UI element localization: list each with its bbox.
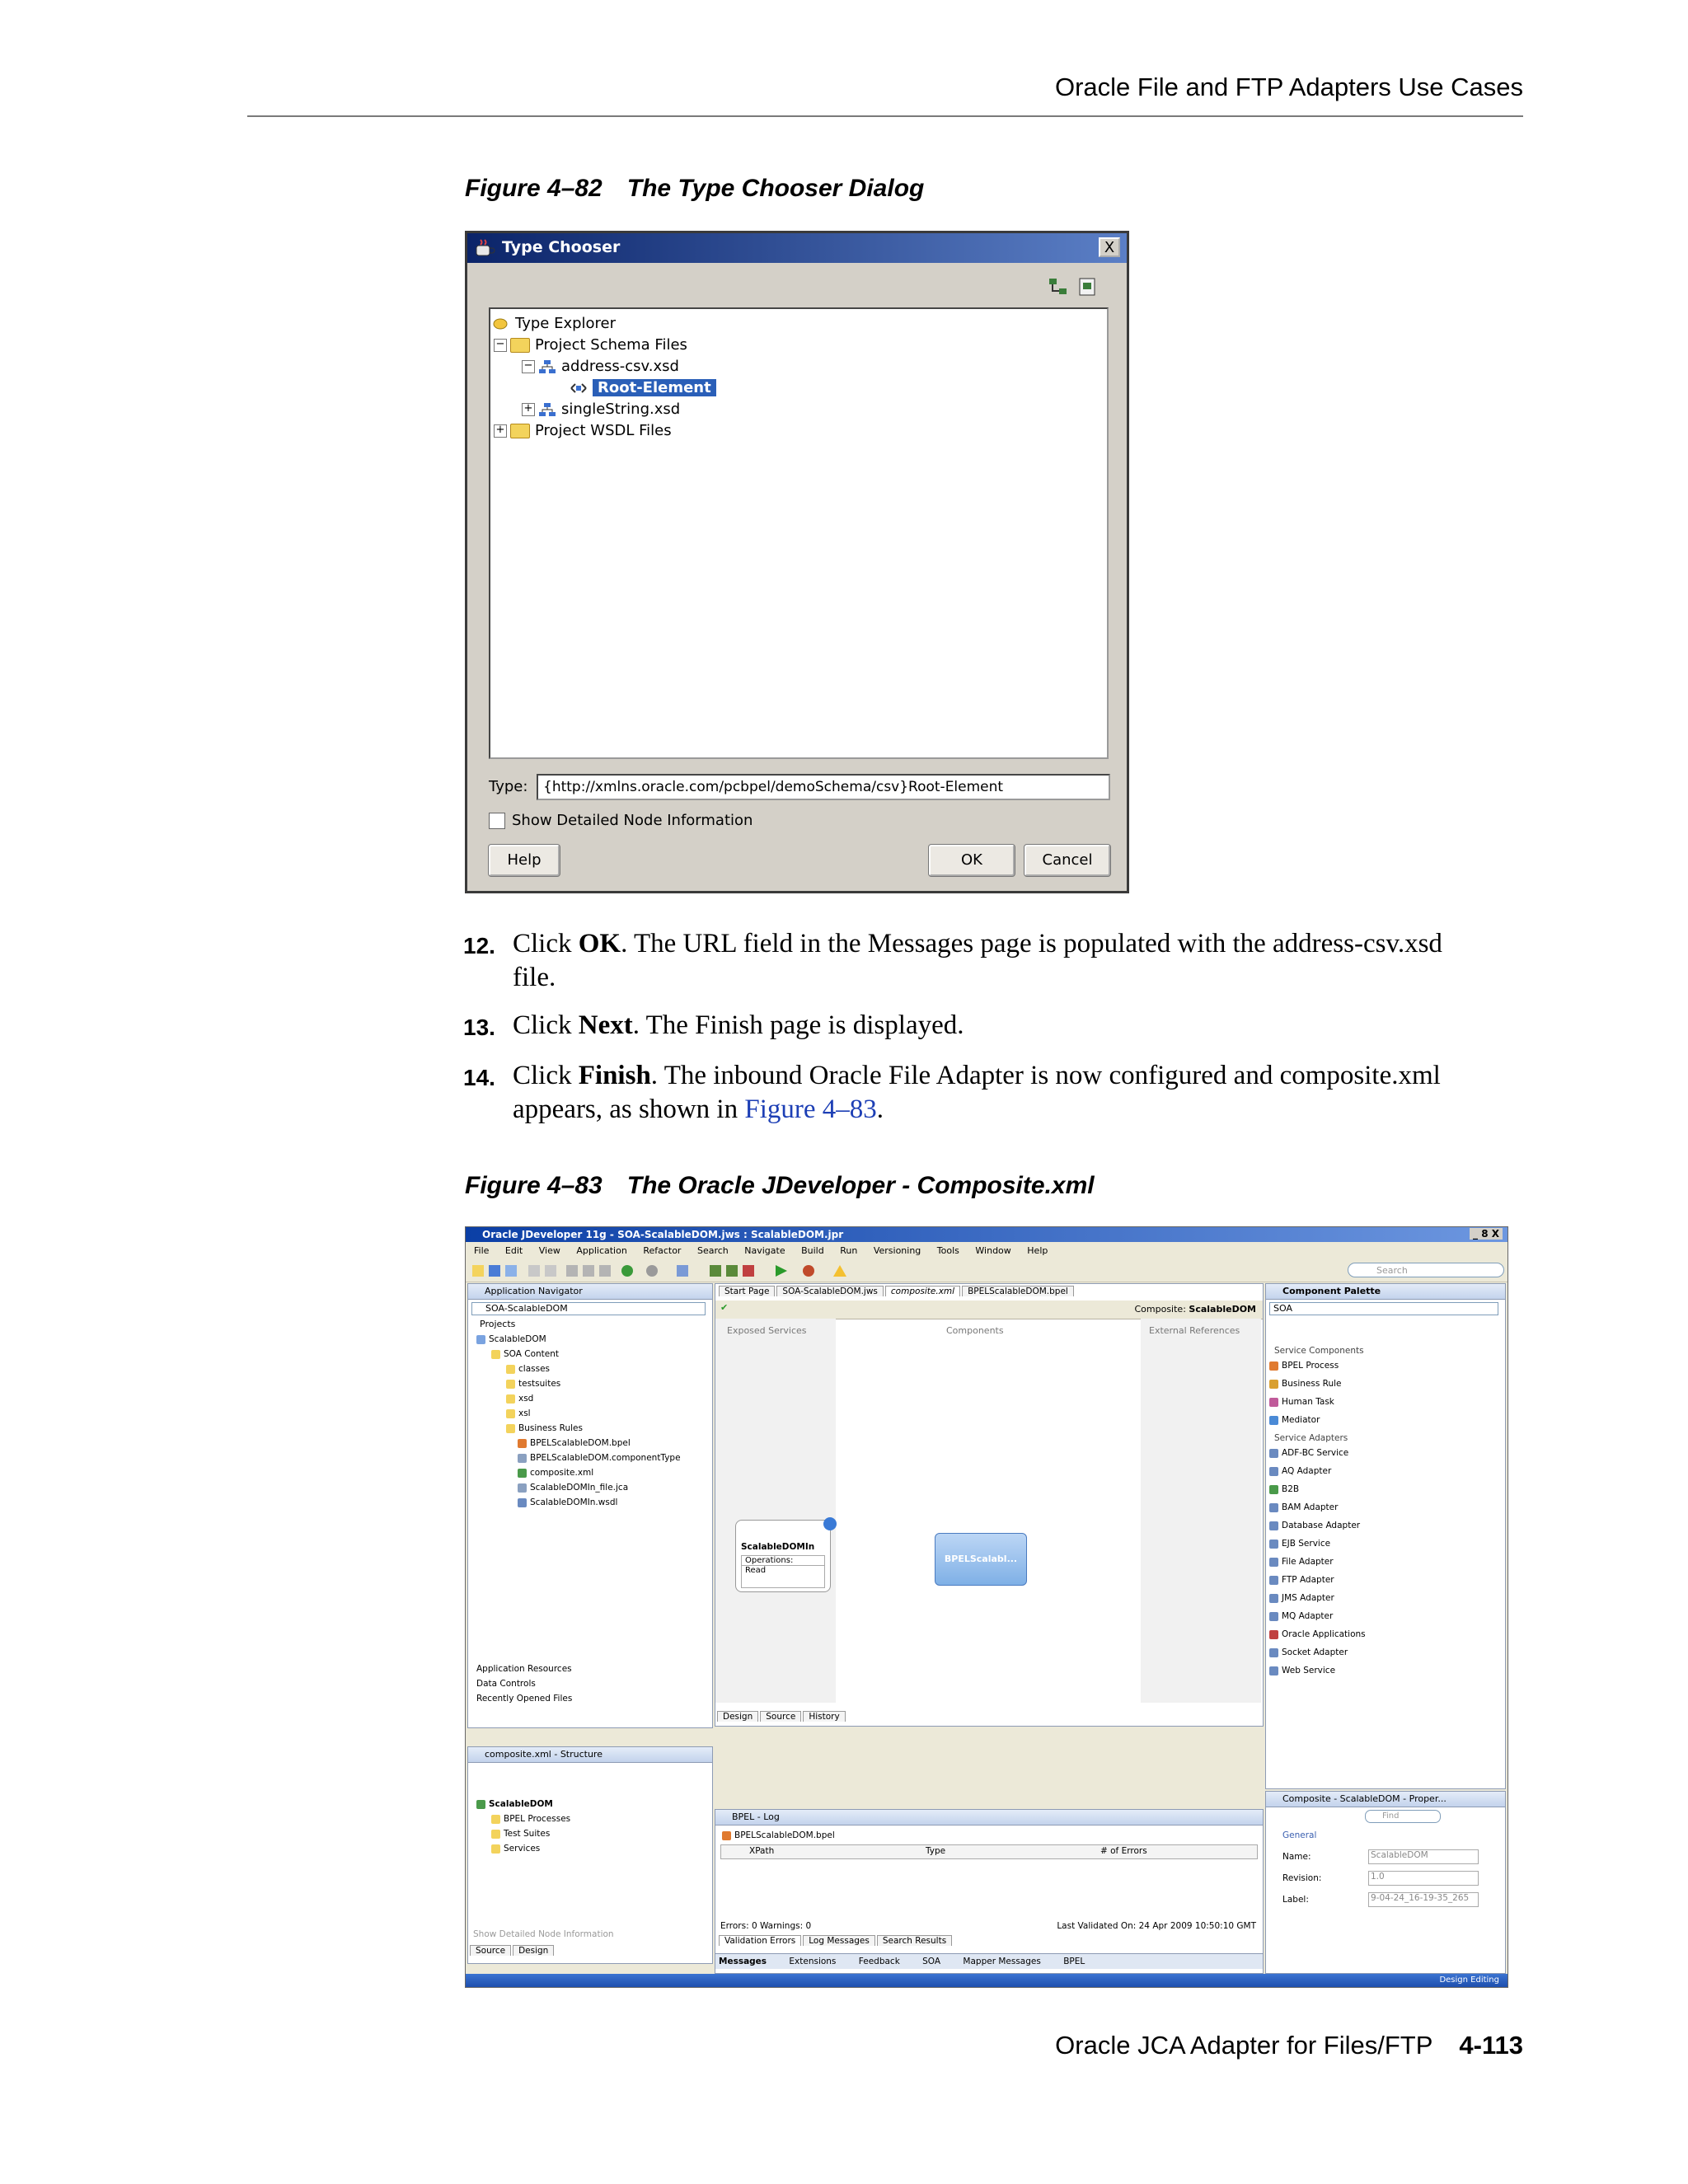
step-13: 13. Click Next. The Finish page is displayed.: [463, 1010, 964, 1040]
show-detailed-checkbox[interactable]: Show Detailed Node Information: [489, 812, 753, 829]
col-xpath[interactable]: XPath: [749, 1846, 775, 1856]
name-field[interactable]: ScalableDOM: [1368, 1849, 1479, 1864]
tab-workspace[interactable]: SOA-ScalableDOM.jws: [776, 1286, 883, 1296]
tab-feedback[interactable]: Feedback: [858, 1957, 900, 1966]
menu-build[interactable]: Build: [801, 1245, 824, 1256]
tab-source[interactable]: Source: [470, 1945, 511, 1956]
composite-editor: [715, 1283, 1264, 1727]
palette-item[interactable]: AQ Adapter: [1269, 1464, 1331, 1479]
palette-item[interactable]: Mediator: [1269, 1413, 1320, 1427]
application-navigator: [467, 1283, 713, 1728]
menu-help[interactable]: Help: [1027, 1245, 1048, 1256]
structure-header[interactable]: composite.xml - Structure: [468, 1747, 712, 1763]
palette-header[interactable]: Component Palette: [1266, 1284, 1505, 1300]
validate-icon[interactable]: ✔: [720, 1302, 729, 1313]
palette-item[interactable]: Database Adapter: [1269, 1518, 1360, 1533]
figure-82-caption: [465, 175, 924, 203]
menu-versioning[interactable]: Versioning: [873, 1245, 921, 1256]
toolbar-icons[interactable]: [471, 1263, 932, 1278]
jdev-menubar: [466, 1242, 1507, 1260]
step-14: 14. Click Finish. The inbound Oracle File Adapter is now configured and composite.xml appears, as shown in Figure 4–83.: [463, 1061, 1441, 1124]
structure-node[interactable]: Services: [491, 1841, 540, 1856]
new-schema-icon[interactable]: [1048, 276, 1069, 302]
section-recently-opened[interactable]: Recently Opened Files: [476, 1694, 573, 1704]
log-header[interactable]: BPEL - Log: [715, 1810, 1263, 1825]
jdev-status-bar: Design Editing: [466, 1974, 1507, 1987]
col-exposed-services: Exposed Services: [727, 1325, 807, 1336]
palette-item[interactable]: B2B: [1269, 1482, 1299, 1497]
tab-start-page[interactable]: Start Page: [719, 1286, 775, 1296]
palette-select[interactable]: SOA: [1269, 1302, 1498, 1315]
structure-tabs: [470, 1945, 556, 1956]
jdev-titlebar: [466, 1227, 1507, 1242]
label-label: Label:: [1282, 1895, 1309, 1905]
tree-item-single-string[interactable]: + singleString.xsd: [522, 400, 680, 419]
bpel-log-panel: [715, 1809, 1264, 1974]
structure-node[interactable]: BPEL Processes: [491, 1811, 570, 1826]
dialog-title: Type Chooser: [502, 238, 621, 256]
tree-item-root-element[interactable]: Root-Element: [570, 378, 716, 398]
step-12: 12. Click OK. The URL field in the Messages page is populated with the address-csv.xsd file.: [463, 929, 1442, 992]
message-tabs: [715, 1953, 1263, 1969]
figure-83-title: The Oracle JDeveloper - Composite.xml: [626, 1172, 1095, 1199]
log-tabs: [719, 1935, 954, 1946]
service-adapters-label: Service Adapters: [1274, 1433, 1348, 1443]
palette-item[interactable]: FTP Adapter: [1269, 1572, 1334, 1587]
tab-composite[interactable]: composite.xml: [885, 1286, 960, 1296]
properties-header[interactable]: Composite - ScalableDOM - Proper...: [1266, 1792, 1505, 1807]
palette-item[interactable]: ADF-BC Service: [1269, 1446, 1348, 1460]
type-tree[interactable]: [489, 307, 1109, 759]
page-number: 4-113: [1459, 2031, 1523, 2060]
folder-icon: [510, 424, 530, 438]
tree-node[interactable]: classes: [506, 1361, 550, 1376]
header-rule: [247, 115, 1523, 117]
tree-node[interactable]: BPELScalableDOM.bpel: [518, 1436, 631, 1451]
tab-history[interactable]: History: [803, 1711, 845, 1722]
menu-refactor[interactable]: Refactor: [643, 1245, 682, 1256]
palette-item[interactable]: EJB Service: [1269, 1536, 1330, 1551]
checkbox-box[interactable]: [489, 813, 505, 829]
name-label: Name:: [1282, 1852, 1311, 1862]
log-status: Errors: 0 Warnings: 0: [720, 1921, 812, 1931]
menu-search[interactable]: Search: [696, 1245, 729, 1256]
tree-node[interactable]: ScalableDOMIn.wsdl: [518, 1495, 617, 1510]
expand-icon[interactable]: +: [494, 424, 507, 438]
menu-application[interactable]: Application: [576, 1245, 627, 1256]
tab-log-messages[interactable]: Log Messages: [803, 1935, 875, 1946]
col-type[interactable]: Type: [926, 1846, 946, 1856]
structure-panel: [467, 1746, 713, 1964]
exposed-services-lane: [715, 1319, 836, 1703]
properties-section[interactable]: General: [1282, 1830, 1317, 1840]
app-nav-header[interactable]: Application Navigator: [468, 1284, 712, 1300]
revision-label: Revision:: [1282, 1873, 1322, 1883]
service-scalabledomin[interactable]: ScalableDOMIn Operations: Read: [735, 1520, 831, 1592]
find-input[interactable]: Find: [1365, 1810, 1441, 1823]
properties-panel: [1265, 1791, 1506, 1974]
menu-navigate[interactable]: Navigate: [744, 1245, 785, 1256]
tab-bpel[interactable]: BPELScalableDOM.bpel: [962, 1286, 1074, 1296]
log-validated: Last Validated On: 24 Apr 2009 10:50:10 GMT: [1057, 1921, 1256, 1931]
component-palette: [1265, 1283, 1506, 1789]
tree-node[interactable]: composite.xml: [518, 1465, 593, 1480]
tree-node[interactable]: xsd: [506, 1391, 533, 1406]
window-controls[interactable]: _ 8 X: [1470, 1228, 1503, 1240]
external-references-lane: [1141, 1319, 1261, 1703]
structure-node[interactable]: ScalableDOM: [476, 1797, 553, 1811]
close-button[interactable]: X: [1099, 237, 1120, 257]
tree-item-project-schema-files[interactable]: − Project Schema Files: [494, 335, 687, 355]
tab-validation-errors[interactable]: Validation Errors: [719, 1935, 801, 1946]
tab-design[interactable]: Design: [717, 1711, 758, 1722]
revision-field[interactable]: 1.0: [1368, 1871, 1479, 1886]
figure-83-caption: [465, 1172, 1095, 1200]
log-table-header: [720, 1844, 1258, 1859]
label-field[interactable]: 9-04-24_16-19-35_265: [1368, 1892, 1479, 1907]
tree-node[interactable]: xsl: [506, 1406, 531, 1421]
menu-tools[interactable]: Tools: [936, 1245, 959, 1256]
menu-edit[interactable]: Edit: [504, 1245, 523, 1256]
menu-view[interactable]: View: [538, 1245, 560, 1256]
palette-item[interactable]: File Adapter: [1269, 1554, 1334, 1569]
structure-show-detailed[interactable]: Show Detailed Node Information: [473, 1929, 614, 1939]
tab-mapper-messages[interactable]: Mapper Messages: [963, 1957, 1041, 1966]
section-application-resources[interactable]: Application Resources: [476, 1664, 572, 1674]
tree-item-address-csv[interactable]: − address-csv.xsd: [522, 357, 679, 377]
folder-icon: [510, 338, 530, 353]
running-head: Oracle File and FTP Adapters Use Cases: [1054, 73, 1523, 101]
type-chooser-dialog: [465, 231, 1129, 893]
editor-toolbar: [715, 1301, 1263, 1319]
palette-item[interactable]: Oracle Applications: [1269, 1627, 1366, 1642]
app-select[interactable]: SOA-ScalableDOM: [471, 1302, 706, 1315]
palette-item[interactable]: Business Rule: [1269, 1376, 1342, 1391]
tree-node[interactable]: ScalableDOMIn_file.jca: [518, 1480, 628, 1495]
tree-node[interactable]: Business Rules: [506, 1421, 583, 1436]
tree-node[interactable]: BPELScalableDOM.componentType: [518, 1451, 681, 1465]
expand-icon[interactable]: +: [522, 403, 535, 416]
explorer-icon: [492, 316, 510, 331]
jdev-title: Oracle JDeveloper 11g - SOA-ScalableDOM.jws : ScalableDOM.jpr: [482, 1229, 844, 1240]
tree-node[interactable]: testsuites: [506, 1376, 560, 1391]
col-errors[interactable]: # of Errors: [1100, 1846, 1147, 1856]
menu-window[interactable]: Window: [975, 1245, 1011, 1256]
coffee-cup-icon: [474, 238, 495, 262]
cancel-button[interactable]: Cancel: [1025, 845, 1110, 876]
palette-item[interactable]: Human Task: [1269, 1394, 1334, 1409]
editor-tabs: [719, 1286, 1076, 1296]
dialog-titlebar: [467, 233, 1127, 263]
page-footer: [1055, 2031, 1523, 2060]
figure-link[interactable]: Figure 4–83: [744, 1094, 877, 1124]
log-file: BPELScalableDOM.bpel: [722, 1828, 835, 1843]
palette-item[interactable]: Web Service: [1269, 1663, 1335, 1678]
menu-file[interactable]: File: [474, 1245, 490, 1256]
jdeveloper-window: [465, 1226, 1508, 1988]
ok-button[interactable]: OK: [929, 845, 1015, 876]
palette-item[interactable]: BAM Adapter: [1269, 1500, 1338, 1515]
collapse-icon[interactable]: −: [522, 360, 535, 373]
service-components-label: Service Components: [1274, 1346, 1364, 1356]
jdev-toolbar: [466, 1260, 1507, 1282]
schema-icon: [538, 359, 556, 374]
figure-82-number: Figure 4–82: [465, 175, 603, 202]
tab-source[interactable]: Source: [760, 1711, 801, 1722]
tree-node[interactable]: SOA Content: [491, 1347, 559, 1361]
composite-label: Composite: ScalableDOM: [1134, 1304, 1256, 1315]
service-endpoint-icon[interactable]: [823, 1517, 837, 1530]
figure-83-number: Figure 4–83: [465, 1172, 603, 1199]
collapse-icon[interactable]: −: [494, 339, 507, 352]
type-label: Type:: [489, 778, 528, 795]
tree-item-type-explorer[interactable]: Type Explorer: [492, 314, 616, 334]
schema-icon: [538, 402, 556, 417]
tab-soa[interactable]: SOA: [922, 1957, 941, 1966]
tab-design[interactable]: Design: [513, 1945, 554, 1956]
search-input[interactable]: Search: [1348, 1263, 1504, 1277]
figure-82-title: The Type Chooser Dialog: [626, 175, 925, 202]
palette-item[interactable]: JMS Adapter: [1269, 1591, 1334, 1605]
tab-extensions[interactable]: Extensions: [789, 1957, 837, 1966]
import-schema-icon[interactable]: [1077, 276, 1099, 302]
help-button[interactable]: Help: [489, 845, 560, 876]
menu-run[interactable]: Run: [840, 1245, 858, 1256]
type-field[interactable]: {http://xmlns.oracle.com/pcbpel/demoSchema/csv}Root-Element: [537, 774, 1110, 800]
col-external-references: External References: [1149, 1325, 1240, 1336]
footer-book-title: Oracle JCA Adapter for Files/FTP: [1055, 2031, 1433, 2060]
editor-bottom-tabs: [717, 1711, 847, 1722]
projects-label[interactable]: Projects: [480, 1319, 516, 1329]
element-icon: [570, 381, 588, 396]
section-data-controls[interactable]: Data Controls: [476, 1679, 536, 1689]
tab-messages[interactable]: Messages: [719, 1957, 767, 1966]
tab-search-results[interactable]: Search Results: [877, 1935, 952, 1946]
tree-item-project-wsdl-files[interactable]: + Project WSDL Files: [494, 421, 672, 441]
col-components: Components: [946, 1325, 1004, 1336]
palette-item[interactable]: MQ Adapter: [1269, 1609, 1333, 1624]
tab-bpel[interactable]: BPEL: [1063, 1957, 1085, 1966]
tree-node[interactable]: ScalableDOM: [476, 1332, 546, 1347]
palette-item[interactable]: Socket Adapter: [1269, 1645, 1348, 1660]
structure-node[interactable]: Test Suites: [491, 1826, 550, 1841]
bpel-component[interactable]: BPELScalabl...: [935, 1533, 1027, 1586]
palette-item[interactable]: BPEL Process: [1269, 1358, 1339, 1373]
